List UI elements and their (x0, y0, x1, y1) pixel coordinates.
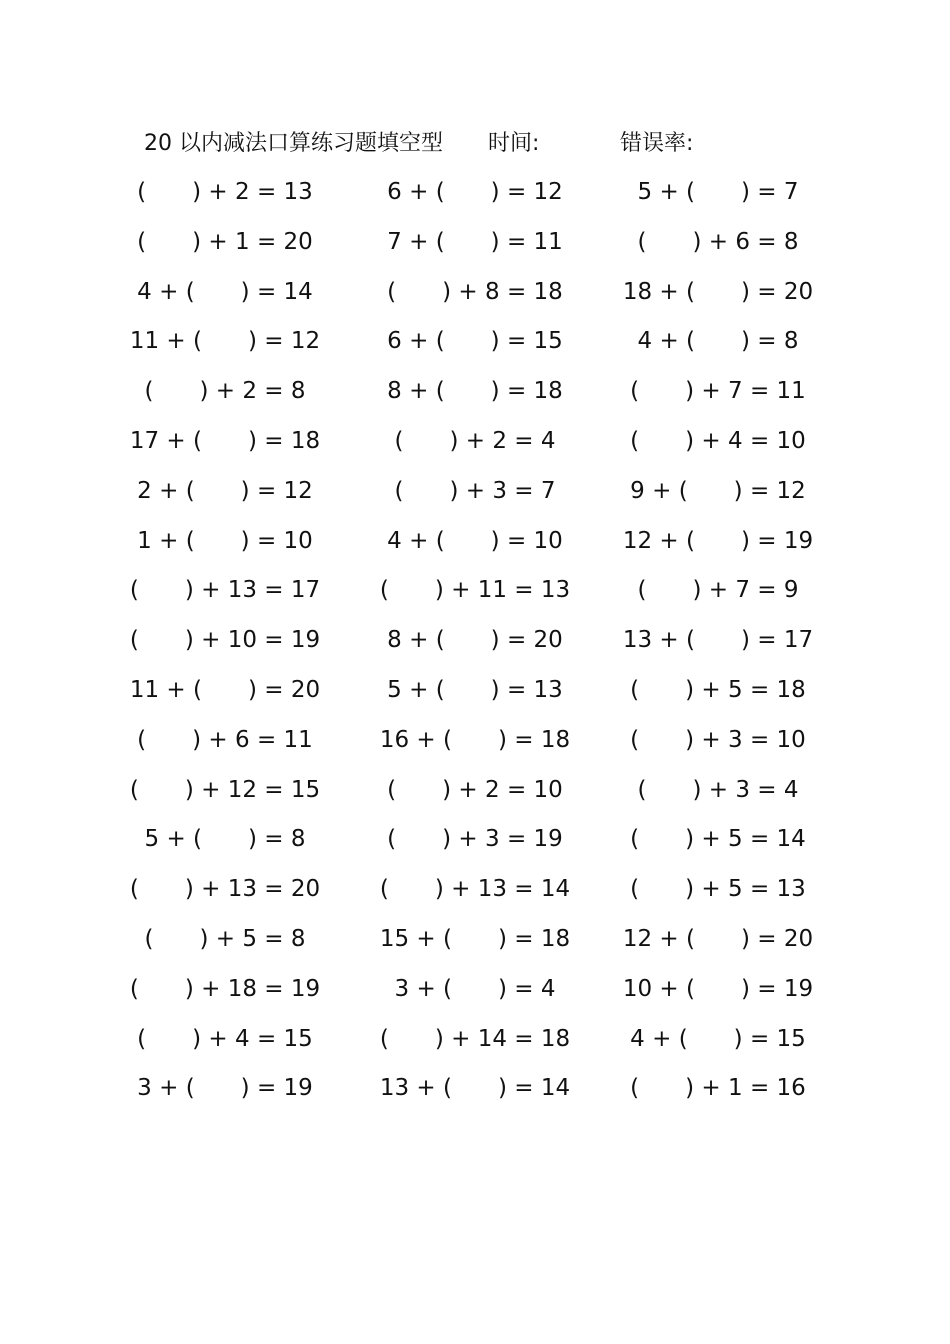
exercise-item: 16 + ( ) = 18 (379, 726, 571, 753)
exercise-row (0, 172, 950, 222)
exercise-row (0, 570, 950, 620)
exercise-row (0, 969, 950, 1019)
exercise-item: 6 + ( ) = 15 (387, 328, 563, 355)
worksheet-title: 20 以内减法口算练习题填空型 (144, 131, 443, 156)
exercise-row (0, 471, 950, 521)
exercise-item: 12 + ( ) = 19 (622, 527, 814, 554)
exercise-row (0, 222, 950, 272)
exercise-item: 9 + ( ) = 12 (630, 477, 806, 504)
exercise-item: ( ) + 2 = 10 (387, 776, 563, 803)
exercise-item: ( ) + 13 = 14 (379, 876, 571, 903)
exercise-item: ( ) + 3 = 4 (637, 776, 799, 803)
exercise-item: 10 + ( ) = 19 (622, 975, 814, 1002)
exercise-item: ( ) + 4 = 15 (137, 1025, 313, 1052)
exercise-row (0, 670, 950, 720)
exercise-item: 17 + ( ) = 18 (129, 427, 321, 454)
exercise-item: 11 + ( ) = 12 (129, 328, 321, 355)
exercise-item: ( ) + 5 = 18 (630, 676, 806, 703)
exercise-row (0, 421, 950, 471)
exercise-row (0, 869, 950, 919)
exercise-item: ( ) + 13 = 17 (129, 577, 321, 604)
exercise-item: 4 + ( ) = 10 (387, 527, 563, 554)
exercise-item: ( ) + 12 = 15 (129, 776, 321, 803)
exercise-item: 12 + ( ) = 20 (622, 925, 814, 952)
exercise-item: 2 + ( ) = 12 (137, 477, 313, 504)
exercise-item: 13 + ( ) = 17 (622, 627, 814, 654)
exercise-item: ( ) + 1 = 16 (630, 1075, 806, 1102)
exercise-item: ( ) + 14 = 18 (379, 1025, 571, 1052)
exercise-item: 4 + ( ) = 14 (137, 278, 313, 305)
exercise-item: 1 + ( ) = 10 (137, 527, 313, 554)
worksheet-header (0, 126, 950, 162)
exercise-row (0, 521, 950, 571)
exercise-item: 3 + ( ) = 4 (394, 975, 556, 1002)
exercise-item: ( ) + 3 = 10 (630, 726, 806, 753)
exercise-item: ( ) + 2 = 13 (137, 179, 313, 205)
exercise-item: ( ) + 2 = 4 (394, 427, 556, 454)
exercise-item: ( ) + 13 = 20 (129, 876, 321, 903)
exercise-item: ( ) + 1 = 20 (137, 228, 313, 255)
exercise-row (0, 770, 950, 820)
exercise-item: ( ) + 2 = 8 (144, 378, 306, 405)
exercise-item: ( ) + 6 = 8 (637, 228, 799, 255)
exercise-item: 4 + ( ) = 15 (630, 1025, 806, 1052)
exercise-item: ( ) + 3 = 19 (387, 826, 563, 853)
exercise-item: 6 + ( ) = 12 (387, 179, 563, 205)
exercise-item: 8 + ( ) = 20 (387, 627, 563, 654)
exercise-item: ( ) + 8 = 18 (387, 278, 563, 305)
exercise-row (0, 321, 950, 371)
exercise-item: ( ) + 4 = 10 (630, 427, 806, 454)
exercise-item: 18 + ( ) = 20 (622, 278, 814, 305)
exercise-item: ( ) + 7 = 9 (637, 577, 799, 604)
exercise-item: 11 + ( ) = 20 (129, 676, 321, 703)
exercise-item: ( ) + 6 = 11 (137, 726, 313, 753)
exercise-row (0, 1068, 950, 1118)
error-rate-label: 错误率: (620, 131, 694, 156)
exercise-item: 15 + ( ) = 18 (379, 925, 571, 952)
exercise-row (0, 819, 950, 869)
exercise-item: ( ) + 5 = 14 (630, 826, 806, 853)
exercise-item: ( ) + 7 = 11 (630, 378, 806, 405)
exercise-item: ( ) + 18 = 19 (129, 975, 321, 1002)
exercise-item: 5 + ( ) = 13 (387, 676, 563, 703)
exercise-grid (0, 172, 950, 1118)
exercise-item: 4 + ( ) = 8 (637, 328, 799, 355)
exercise-item: ( ) + 11 = 13 (379, 577, 571, 604)
exercise-row (0, 620, 950, 670)
exercise-item: ( ) + 10 = 19 (129, 627, 321, 654)
exercise-row (0, 720, 950, 770)
exercise-item: 5 + ( ) = 8 (144, 826, 306, 853)
exercise-item: 7 + ( ) = 11 (387, 228, 563, 255)
exercise-item: ( ) + 5 = 8 (144, 925, 306, 952)
exercise-row (0, 919, 950, 969)
exercise-row (0, 1019, 950, 1069)
exercise-item: 5 + ( ) = 7 (637, 179, 799, 205)
exercise-item: ( ) + 3 = 7 (394, 477, 556, 504)
exercise-item: 13 + ( ) = 14 (379, 1075, 571, 1102)
exercise-item: ( ) + 5 = 13 (630, 876, 806, 903)
exercise-row (0, 371, 950, 421)
time-label: 时间: (488, 131, 540, 156)
exercise-item: 3 + ( ) = 19 (137, 1075, 313, 1102)
exercise-item: 8 + ( ) = 18 (387, 378, 563, 405)
exercise-row (0, 272, 950, 322)
